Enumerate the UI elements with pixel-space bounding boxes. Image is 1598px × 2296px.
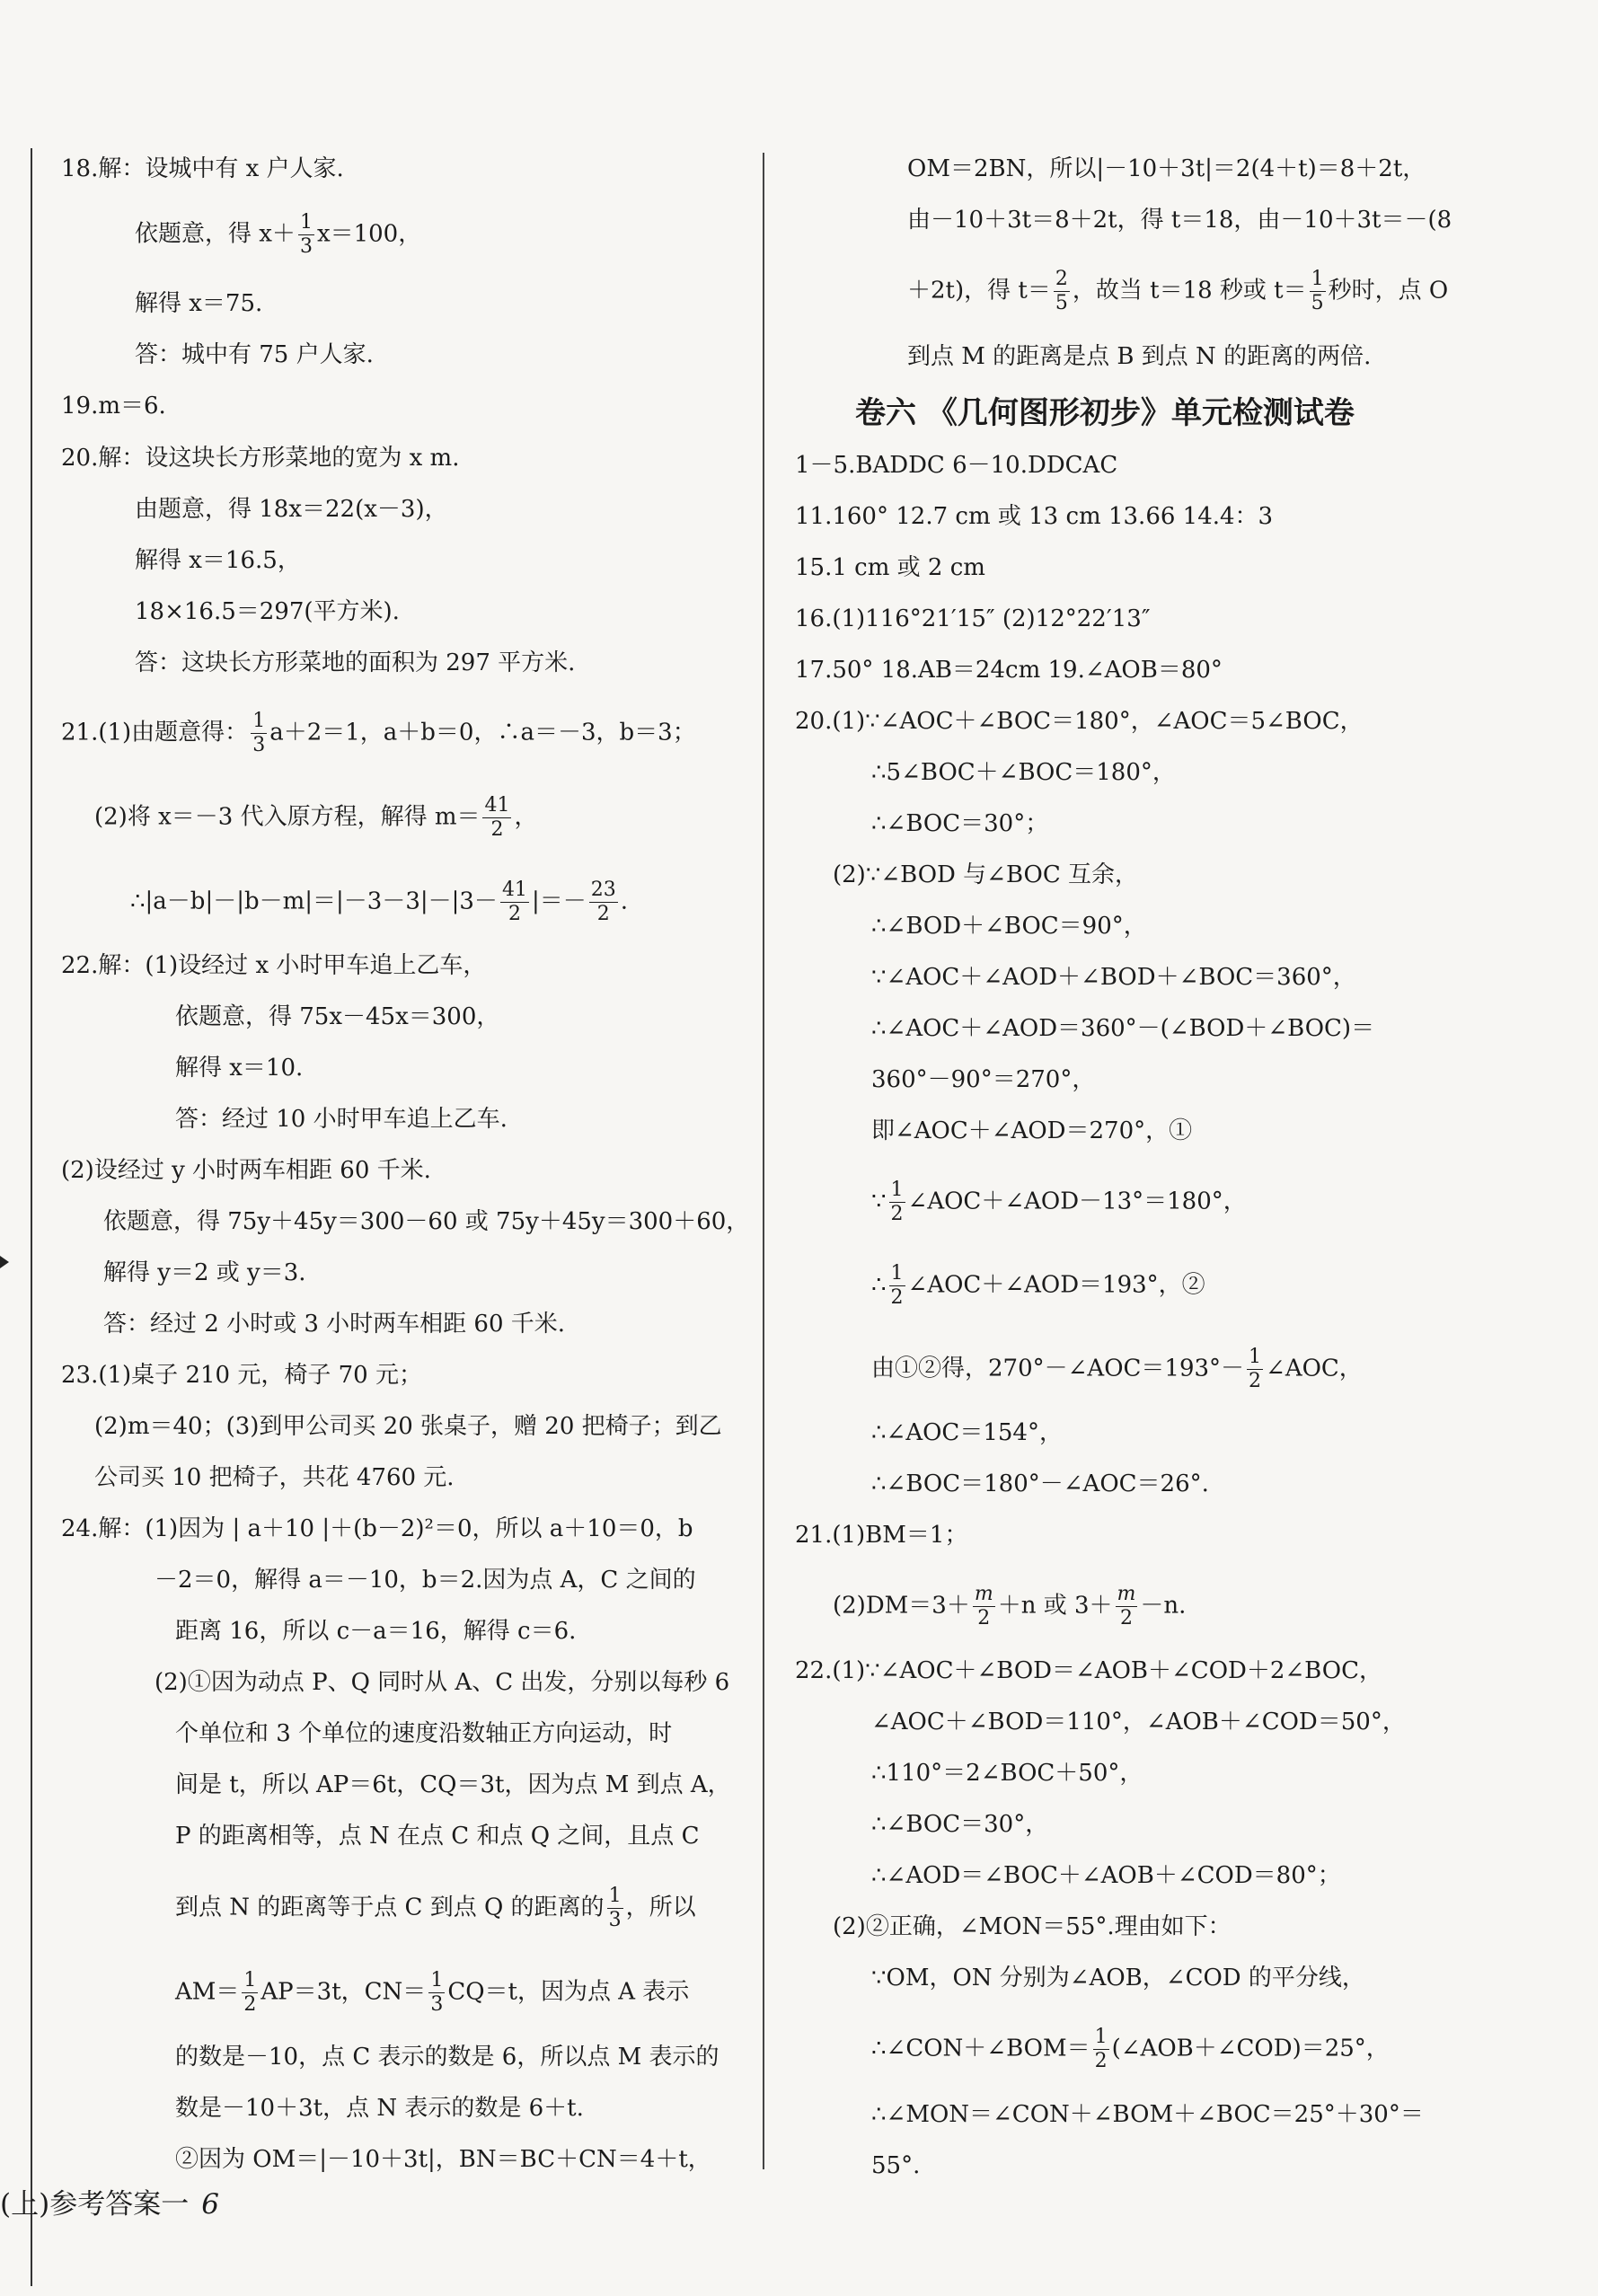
q21-line: (2)DM＝3＋ $\frac{m}{2}$ ＋n 或 3＋ $\frac{m}{2}$ －n. [833, 1583, 1187, 1629]
fraction: $\frac{1}{5}$ [1311, 268, 1324, 314]
q20-line: 即∠AOC＋∠AOD＝270°，① [871, 1117, 1193, 1144]
fraction: $\frac{1}{2}$ [243, 1969, 257, 2016]
q22-line: ∴∠CON＋∠BOM＝ $\frac{1}{2}$ (∠AOB＋∠COD)＝25°， [871, 2026, 1390, 2072]
q20-line: 解得 x＝16.5， [135, 547, 301, 574]
q19-line: 19.m＝6. [61, 393, 166, 419]
q20-line: ∴ $\frac{1}{2}$ ∠AOC＋∠AOD＝193°，② [871, 1262, 1205, 1309]
answer-line: 15.1 cm 或 2 cm [795, 554, 985, 581]
q24-line: 到点 N 的距离等于点 C 到点 Q 的距离的 $\frac{1}{3}$ ，所以 [175, 1885, 696, 1931]
q22-line: ∠AOC＋∠BOD＝110°，∠AOB＋∠COD＝50°， [871, 1709, 1406, 1735]
q21-line: 21.(1)由题意得： $\frac{1}{3}$ a＋2＝1，a＋b＝0，∴a＝－3，b＝3； [61, 710, 696, 756]
q24-line: 距离 16，所以 c－a＝16，解得 c＝6. [175, 1618, 577, 1645]
q20-line: 由题意，得 18x＝22(x－3)， [135, 496, 448, 523]
q22-line: ∴110°＝2∠BOC＋50°， [871, 1760, 1143, 1787]
q24-cont-line: OM＝2BN，所以|－10＋3t|＝2(4＋t)＝8＋2t， [907, 155, 1426, 182]
q22-line: 解得 x＝10. [175, 1055, 304, 1082]
q22-line: 答：经过 2 小时或 3 小时两车相距 60 千米. [103, 1311, 566, 1338]
q20-line: 20.(1)∵∠AOC＋∠BOC＝180°，∠AOC＝5∠BOC， [795, 708, 1364, 735]
q24-cont-line: 到点 M 的距离是点 B 到点 N 的距离的两倍. [907, 343, 1372, 370]
q24-line: －2＝0，解得 a＝－10，b＝2.因为点 A，C 之间的 [155, 1567, 696, 1594]
q22-line: ∵OM，ON 分别为∠AOB，∠COD 的平分线， [871, 1965, 1365, 1991]
fraction: $\frac{23}{2}$ [590, 879, 616, 925]
margin-arrow-icon [0, 1256, 9, 1268]
q24-line: 的数是－10，点 C 表示的数是 6，所以点 M 表示的 [175, 2044, 720, 2071]
q24-cont-line: ＋2t)，得 t＝ $\frac{2}{5}$ ，故当 t＝18 秒或 t＝ $\frac{1}{5}$ 秒时，点 O [907, 268, 1449, 314]
page-number: 6 [201, 2188, 219, 2221]
answer-line: 17.50° 18.AB＝24cm 19.∠AOB＝80° [795, 657, 1223, 684]
q22-line: 22.解：(1)设经过 x 小时甲车追上乙车， [61, 952, 487, 979]
q20-line: 360°－90°＝270°， [871, 1066, 1096, 1093]
q23-line: (2)m＝40；(3)到甲公司买 20 张桌子，赠 20 把椅子；到乙 [94, 1413, 722, 1440]
q21-line: ∴|a－b|－|b－m|＝|－3－3|－|3－ $\frac{41}{2}$ |＝－ $\frac{23}{2}$ . [130, 879, 628, 925]
q20-line: ∴∠BOD＋∠BOC＝90°， [871, 913, 1147, 940]
q22-line: 依题意，得 75y＋45y＝300－60 或 75y＋45y＝300＋60， [103, 1208, 750, 1235]
q20-line: ∴∠BOC＝30°； [871, 810, 1049, 837]
fraction: $\frac{1}{2}$ [1249, 1346, 1262, 1392]
q20-line: ∴∠AOC＝154°， [871, 1419, 1063, 1446]
q22-line: 22.(1)∵∠AOC＋∠BOD＝∠AOB＋∠COD＋2∠BOC， [795, 1657, 1382, 1684]
q20-line: ∵ $\frac{1}{2}$ ∠AOC＋∠AOD－13°＝180°， [871, 1179, 1247, 1225]
q22-line: 答：经过 10 小时甲车追上乙车. [175, 1106, 508, 1133]
q22-line: (2)②正确，∠MON＝55°.理由如下： [833, 1913, 1232, 1940]
q18-equation: 依题意，得 x＋ $\frac{1}{3}$ x＝100， [135, 211, 422, 258]
q20-line: (2)∵∠BOD 与∠BOC 互余， [833, 861, 1139, 888]
fraction: $\frac{41}{2}$ [484, 794, 510, 841]
q24-line: 个单位和 3 个单位的速度沿数轴正方向运动，时 [175, 1720, 673, 1747]
q21-line: 21.(1)BM＝1； [795, 1522, 968, 1549]
q24-line: P 的距离相等，点 N 在点 C 和点 Q 之间，且点 C [175, 1823, 700, 1850]
answer-line: 1－5.BADDC 6－10.DDCAC [795, 452, 1118, 479]
q21-line: (2)将 x＝－3 代入原方程，解得 m＝ $\frac{41}{2}$ ， [94, 794, 538, 841]
left-margin-rule [31, 148, 32, 2286]
q24-line: AM＝ $\frac{1}{2}$ AP＝3t，CN＝ $\frac{1}{3}$ CQ＝t，因为点 A 表示 [175, 1969, 690, 2016]
q24-cont-line: 由－10＋3t＝8＋2t，得 t＝18，由－10＋3t＝－(8 [907, 207, 1452, 234]
q22-line: ∴∠BOC＝30°， [871, 1811, 1049, 1838]
q20-line: ∴5∠BOC＋∠BOC＝180°， [871, 759, 1176, 786]
answer-line: 16.(1)116°21′15″ (2)12°22′13″ [795, 605, 1151, 632]
q24-line: 数是－10＋3t，点 N 表示的数是 6＋t. [175, 2095, 584, 2122]
q22-line: (2)设经过 y 小时两车相距 60 千米. [61, 1157, 431, 1184]
fraction: $\frac{1}{3}$ [608, 1885, 622, 1931]
fraction: $\frac{1}{2}$ [1094, 2026, 1108, 2072]
q22-line: ∴∠MON＝∠CON＋∠BOM＋∠BOC＝25°＋30°＝ [871, 2101, 1424, 2128]
q22-line: 55°. [871, 2152, 921, 2179]
fraction: $\frac{41}{2}$ [501, 879, 527, 925]
fraction: $\frac{m}{2}$ [974, 1583, 993, 1629]
page-footer: (上)参考答案一 6 [0, 2188, 219, 2221]
q18-line: 解得 x＝75. [135, 290, 263, 317]
q18-line: 答：城中有 75 户人家. [135, 341, 374, 368]
fraction: $\frac{1}{2}$ [890, 1262, 904, 1309]
q23-line: 23.(1)桌子 210 元，椅子 70 元； [61, 1362, 422, 1389]
q23-line: 公司买 10 把椅子，共花 4760 元. [94, 1464, 455, 1491]
q20-line: ∵∠AOC＋∠AOD＋∠BOD＋∠BOC＝360°， [871, 964, 1356, 991]
column-divider [763, 153, 764, 2169]
q24-line: 间是 t，所以 AP＝6t，CQ＝3t，因为点 M 到点 A， [175, 1771, 731, 1798]
q20-line: ∴∠AOC＋∠AOD＝360°－(∠BOD＋∠BOC)＝ [871, 1015, 1375, 1042]
q20-line: 20.解：设这块长方形菜地的宽为 x m. [61, 445, 460, 472]
fraction: $\frac{1}{3}$ [430, 1969, 444, 2016]
fraction: $\frac{1}{2}$ [890, 1179, 904, 1225]
q18-line: 18.解：设城中有 x 户人家. [61, 155, 344, 182]
q24-line: ②因为 OM＝|－10＋3t|，BN＝BC＋CN＝4＋t， [175, 2146, 711, 2173]
section-title: 卷六 《几何图形初步》单元检测试卷 [855, 395, 1355, 431]
q20-line: 由①②得，270°－∠AOC＝193°－ $\frac{1}{2}$ ∠AOC， [871, 1346, 1363, 1392]
fraction: $\frac{1}{3}$ [299, 211, 313, 258]
q22-line: ∴∠AOD＝∠BOC＋∠AOB＋∠COD＝80°； [871, 1862, 1341, 1889]
q24-line: (2)①因为动点 P、Q 同时从 A、C 出发，分别以每秒 6 [155, 1669, 730, 1696]
q20-line: 答：这块长方形菜地的面积为 297 平方米. [135, 649, 576, 676]
q22-line: 依题意，得 75x－45x＝300， [175, 1003, 500, 1030]
fraction: $\frac{m}{2}$ [1117, 1583, 1136, 1629]
fraction: $\frac{1}{3}$ [252, 710, 266, 756]
q20-line: 18×16.5＝297(平方米). [135, 598, 400, 625]
fraction: $\frac{2}{5}$ [1055, 268, 1068, 314]
q20-line: ∴∠BOC＝180°－∠AOC＝26°. [871, 1470, 1209, 1497]
q24-line: 24.解：(1)因为 | a＋10 |＋(b－2)²＝0，所以 a＋10＝0，b [61, 1515, 693, 1542]
q22-line: 解得 y＝2 或 y＝3. [103, 1259, 306, 1286]
answer-line: 11.160° 12.7 cm 或 13 cm 13.66 14.4：3 [795, 503, 1274, 530]
